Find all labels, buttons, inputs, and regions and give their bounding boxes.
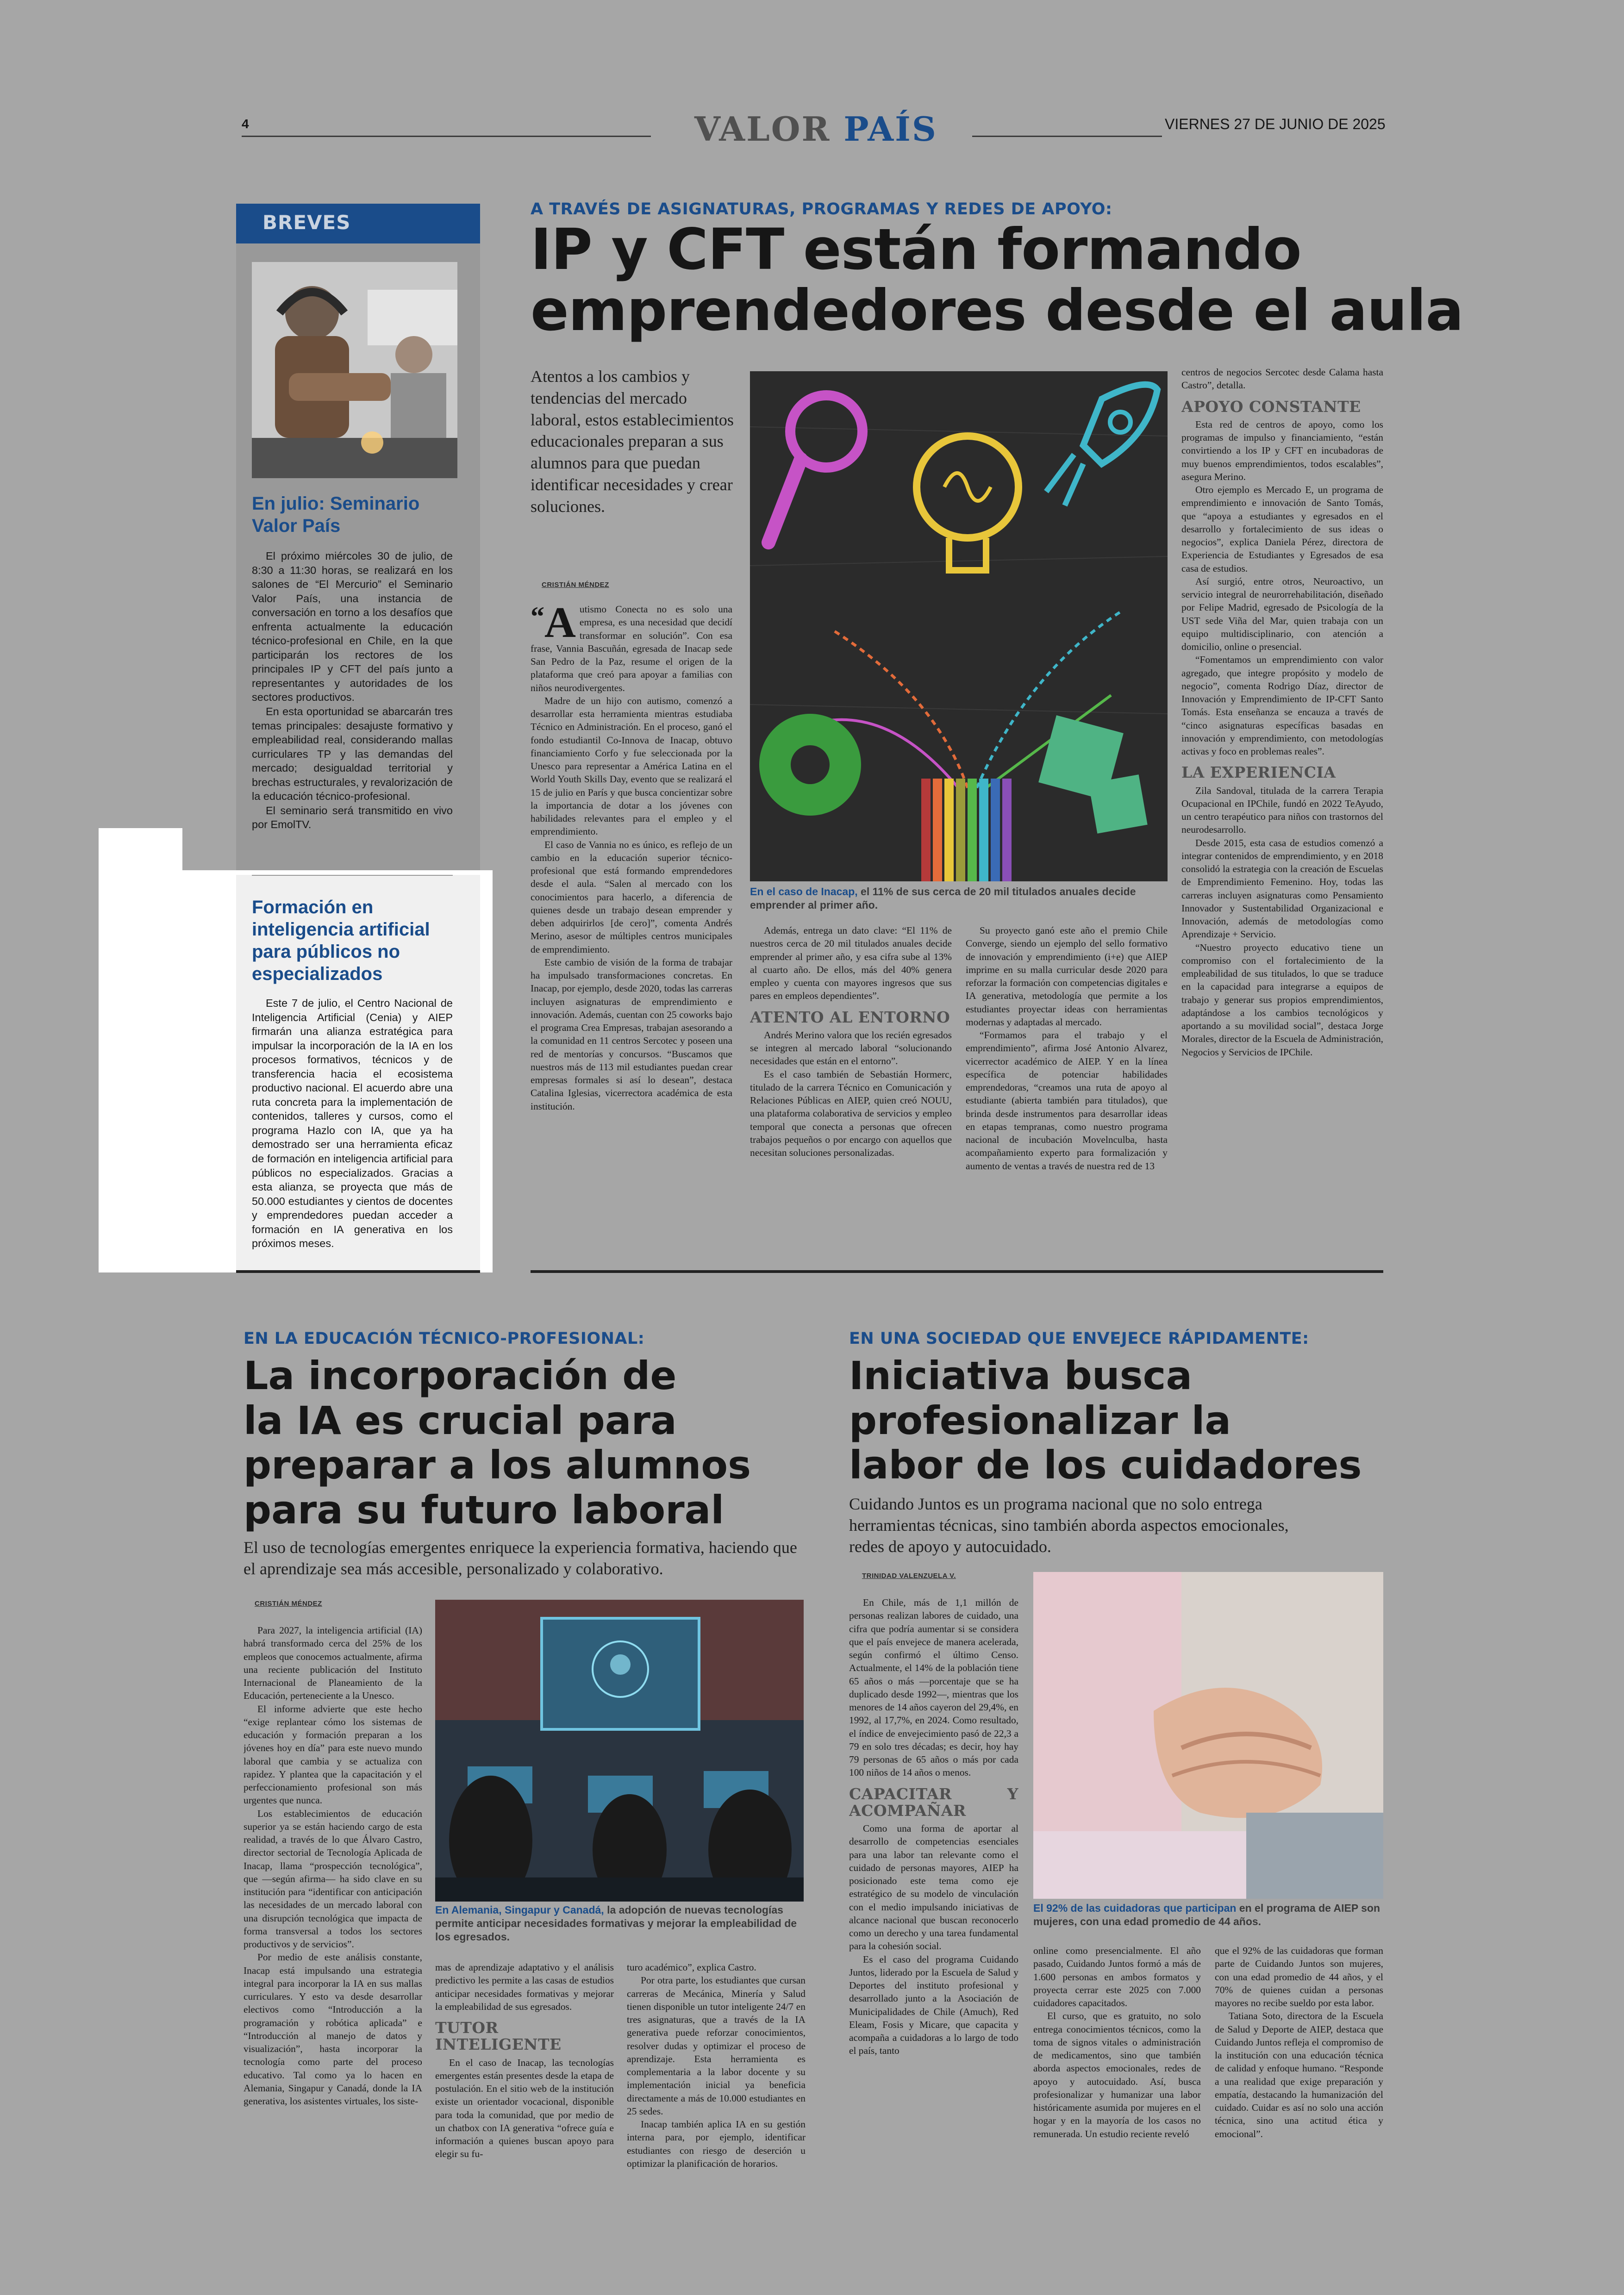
breves-callout-rule [252, 875, 453, 876]
article1-column4 [1181, 366, 1383, 1251]
breves-item2-title: Formación en inteligencia artificial para públicos no especializados [252, 897, 430, 984]
article3-caption-text: en el programa de AIEP son mujeres, con una edad promedio de 44 años. [1033, 1902, 1380, 1927]
article2-deck: El uso de tecnologías emergentes enriquece la experiencia formativa, haciendo que el aprendizaje sea más accesible, personalizado y colaborativo. [244, 1538, 797, 1578]
article1-paragraph: El caso de Vannia no es único, es reflejo de un cambio en la educación superior técnico-profesional que está formando emprendedores desde el aula. “Salen al mercado con los conocimientos para hacerlo, a diferencia de quienes desde un trabajo desean emprender y deben adquirirlos [de cero]”, comenta Andrés Merino, asesor de múltiples centros municipales de emprendimiento. [531, 839, 732, 955]
masthead-rule-right [972, 136, 1162, 137]
article1-column3 [966, 924, 1168, 1251]
article1-caption-text: el 11% de sus cerca de 20 mil titulados anuales decide emprender al primer año. [750, 886, 1136, 911]
article2-paragraph: Por otra parte, los estudiantes que cursan carreras de Mecánica, Minería y Salud tienen disponible un tutor inteligente 24/7 en tres asignaturas, que a través de la IA generativa puede reforzar conocimientos, resolver dudas y optimizar el proceso de aprendizaje. Esta herramienta es complementaria a la labor docente y su implementación inicial ya beneficia directamente a más de 10.000 estudiantes en 25 sedes. [627, 1975, 806, 2117]
article1-paragraph: Desde 2015, esta casa de estudios comenzó a integrar contenidos de emprendimiento, y en 2018 consolidó la estrategia con la creación de Escuelas de Emprendimiento Femenino. Hoy, todas las carreras incluyen asignaturas como Pensamiento Innovador y Sustentabilidad Organizacional e Innovación, además de metodologías como Aprendizaje + Servicio. [1181, 837, 1383, 940]
article1-first-paragraph [531, 603, 732, 694]
breves-callout-white-block [99, 828, 182, 1272]
article3-paragraph: En Chile, más de 1,1 millón de personas realizan labores de cuidado, una cifra que podría aumentar si se considera que el país envejece de manera acelerada, según confirmó el último Censo. Actualmente, el 14% de la población tiene 65 años o más —porcentaje que se ha duplicado desde 1992—, mientras que los menores de 14 años cayeron del 29,4%, en 1992, al 17,7%, en 2024. Como resultado, el índice de envejecimiento pasó de 22,3 a 79 en solo tres décadas; es decir, hoy hay 79 personas de 65 años o más por cada 100 niños de 14 años o menos. [849, 1597, 1018, 1778]
article2-byline: CRISTIÁN MÉNDEZ [255, 1600, 322, 1608]
article2-paragraph: El informe advierte que este hecho “exige replantear cómo los sistemas de educación y formación preparan a los jóvenes hoy en día” para este nuevo mundo laboral que cambia y se actualiza con rapidez. Y plantea que la capacitación y el perfeccionamiento profesional son más urgentes que nunca. [244, 1703, 422, 1806]
breves-item1-body [252, 549, 453, 845]
article2-column3 [627, 1961, 806, 2216]
article3-headline [849, 1353, 1362, 1488]
article1-paragraph: “Formamos para el trabajo y el emprendimiento”, afirma José Antonio Alvarez, vicerrector académico de AIEP. Y en la línea específica de potenciar habilidades emprendedoras, “creamos una ruta de apoyo al estudiante (abierta también para titulados), que brinda desde instrumentos para desarrollar ideas en etapas tempranas, como nuestro programa nacional de incubación Movelnculba, hasta acompañamiento experto para formalización y aumento de ventas a través de nuestra red de 13 [966, 1029, 1168, 1172]
article1-byline: CRISTIÁN MÉNDEZ [542, 581, 609, 589]
article1-column1 [531, 603, 732, 1251]
article1-paragraph: Zila Sandoval, titulada de la carrera Terapia Ocupacional en IPChile, fundó en 2022 TeAyudo, un centro terapéutico para niños con trastornos del neurodesarrollo. [1181, 785, 1383, 836]
article2-paragraph: Los establecimientos de educación superior ya se están haciendo cargo de esta realidad, a través de lo que Álvaro Castro, director sectorial de Tecnología Aplicada de Inacap, llama “prospección tecnológica”, que —según afirma— ha sido clave en su institución para “identificar con anticipación las necesidades de un mercado laboral con una disrupción tecnológica que impacta de forma transversal a todos los sectores productivos y de servicios”. [244, 1808, 422, 1950]
article3-headline-line: profesionalizar la [849, 1397, 1231, 1443]
article2-paragraph: turo académico”, explica Castro. [627, 1962, 756, 1973]
article1-headline-line1: IP y CFT están formando [531, 217, 1301, 282]
article2-headline-line: preparar a los alumnos [244, 1442, 751, 1488]
article2-caption-text: la adopción de nuevas tecnologías permite anticipar necesidades formativas y mejorar la empleabilidad de los egresados. [435, 1904, 797, 1943]
article1-paragraph: Así surgió, entre otros, Neuroactivo, un servicio integral de neurorrehabilitación, diseñado por Felipe Madrid, egresado de Psicología de la UST sede Viña del Mar, quien trabaja con un equipo multidisciplinario, con atención a domicilio, online o presencial. [1181, 575, 1383, 653]
breves-bottom-rule [236, 1270, 480, 1273]
article2-subhead-tutor: TUTOR INTELIGENTE [435, 2019, 562, 2054]
classroom-illustration [435, 1600, 804, 1902]
article2-photo-classroom [435, 1600, 804, 1902]
article1-photo-chalkboard [750, 371, 1168, 881]
article1-subhead-apoyo: APOYO CONSTANTE [1181, 397, 1361, 416]
article2-column2 [435, 1961, 614, 2216]
breves-item1-paragraph: El próximo miércoles 30 de julio, de 8:30 a 11:30 horas, se realizará en los salones de “El Mercurio” el Seminario Valor País, una instancia de conversación en torno a los desafíos que enfrenta actualmente la educación técnico-profesional en Chile, en la que participarán los rectores de los principales IP y CFT del país junto a representantes y autoridades de los sectores productivos. [252, 550, 453, 704]
article3-byline: TRINIDAD VALENZUELA V. [862, 1572, 956, 1580]
article3-kicker: EN UNA SOCIEDAD QUE ENVEJECE RÁPIDAMENTE: [849, 1329, 1309, 1348]
breves-photo-workshop [252, 262, 457, 478]
article3-column1 [849, 1596, 1018, 2216]
article1-first-paragraph-text: utismo Conecta no es solo una empresa, es una necesidad que decidí transformar en solución”. Con esa frase, Vannia Bascuñán, egresada de Inacap sede San Pedro de la Paz, resume el origen de la plataforma que creó para apoyar a familias con niños neurodivergentes. [531, 604, 732, 693]
article1-paragraph: Además, entrega un dato clave: “El 11% de nuestros cerca de 20 mil titulados anuales decide emprender al primer año, y esa cifra sube al 13% al cuarto año. De ellos, más del 40% genera empleo y cuenta con mayores ingresos que sus pares en empleos dependientes”. [750, 925, 952, 1002]
article2-paragraph: Por medio de este análisis constante, Inacap está impulsando una estrategia integral para incorporar la IA en sus mallas curriculares. Y esto va desde desarrollar electivos como “Introducción a la programación y robótica aplicada” e “Introducción al manejo de datos y visualización”, hasta incorporar la tecnología como parte del proceso educativo. Tal como ya lo hacen en Alemania, Singapur y Canadá, donde la IA generativa, los asistentes virtuales, los siste- [244, 1952, 422, 2107]
article2-headline-line: para su futuro laboral [244, 1487, 725, 1533]
article1-paragraph: Este cambio de visión de la forma de trabajar ha impulsado transformaciones concretas. En Inacap, por ejemplo, desde 2020, todas las carreras incluyen asignaturas de emprendimiento e innovación. Además, cuentan con 25 coworks bajo el programa Crea Empresas, trabajan asesorando a la comunidad en 11 centros Sercotec y poseen una red de mentorías y concursos. “Buscamos que nuestros más de 113 mil estudiantes puedan crear empresas formales si así lo desean”, destaca Catalina Iglesias, vicerrectora académica de esta institución. [531, 956, 732, 1112]
article1-lead: Atentos a los cambios y tendencias del mercado laboral, estos establecimientos educacionales preparan a sus alumnos para que puedan identificar necesidades y crear soluciones. [531, 367, 734, 516]
article3-deck: Cuidando Juntos es un programa nacional que no solo entrega herramientas técnicas, sino también aborda aspectos emocionales, redes de apoyo y autocuidado. [849, 1495, 1289, 1556]
article1-dropcap: “A [531, 603, 576, 647]
article3-photo-caption [1033, 1902, 1380, 1928]
masthead-logo-valor: VALOR [694, 109, 831, 149]
article2-photo-caption [435, 1903, 801, 1943]
article1-paragraph: Es el caso también de Sebastián Hormerc, titulado de la carrera Técnico en Comunicación y Relaciones Públicas en AIEP, quien creó NOUU, una plataforma colaborativa de servicios y empleo temporal que conecta a personas que ofrecen trabajos pequeños o por encargo con aquellos que necesitan soluciones personalizadas. [750, 1068, 952, 1159]
article2-paragraph: En el caso de Inacap, las tecnologías emergentes están presentes desde la etapa de postulación. En el sitio web de la institución existe un orientador vocacional, disponible para toda la comunidad, que por medio de un chatbox con IA generativa “ofrece guía e información a quienes buscan apoyo para elegir su fu- [435, 2057, 614, 2160]
hands-illustration [1033, 1572, 1383, 1899]
article1-kicker: A TRAVÉS DE ASIGNATURAS, PROGRAMAS Y REDES DE APOYO: [531, 200, 1112, 218]
article1-paragraph: Andrés Merino valora que los recién egresados se integren al mercado laboral “solucionando necesidades que están en el entorno”. [750, 1029, 952, 1067]
masthead-rule-left [242, 136, 651, 137]
article2-headline-line: la IA es crucial para [244, 1397, 677, 1443]
article2-caption-bold: En Alemania, Singapur y Canadá, [435, 1904, 604, 1916]
article1-paragraph: Su proyecto ganó este año el premio Chile Converge, siendo un ejemplo del sello formativo de innovación y emprendimiento (i+e) que AIEP imprime en su malla curricular desde 2020 para reforzar la formación con competencias digitales e IA generativa, metodología que permite a los estudiantes proyectar ideas con herramientas modernas y adaptadas al mercado. [966, 925, 1168, 1028]
article1-paragraph: “Nuestro proyecto educativo tiene un compromiso con el fortalecimiento de la empleabilidad de sus titulados, lo que se traduce en la capacidad para integrarse a equipos de trabajo y generar sus propios emprendimientos, adaptándose a los cambios tecnológicos y aportando a su movilidad social”, destaca Jorge Morales, director de la Escuela de Administración, Negocios y Servicios de IPChile. [1181, 942, 1383, 1058]
article2-column1 [244, 1624, 422, 2216]
article2-paragraph: mas de aprendizaje adaptativo y el análisis predictivo les permite a las casas de estudios anticipar necesidades formativas y mejorar la empleabilidad de sus egresados. [435, 1962, 614, 2012]
article3-photo-hands [1033, 1572, 1383, 1899]
article3-paragraph: Como una forma de aportar al desarrollo de competencias esenciales para una labor tan relevante como el cuidado de personas mayores, AIEP ha posicionado este tema como eje estratégico de su modelo de vinculación con el medio impulsando iniciativas de alcance nacional que buscan reconocerlo como un derecho y una tarea fundamental para la cohesión social. [849, 1823, 1018, 1952]
article1-subhead-experiencia: LA EXPERIENCIA [1181, 763, 1336, 782]
article2-paragraph: Inacap también aplica IA en su gestión interna para, por ejemplo, identificar estudiantes con riesgo de deserción u optimizar la planificación de horarios. [627, 2119, 806, 2169]
breves-item1-title: En julio: Seminario Valor País [252, 493, 420, 536]
article1-headline [531, 219, 1463, 342]
article1-bottom-rule [531, 1270, 1383, 1273]
article3-headline-line: labor de los cuidadores [849, 1442, 1362, 1488]
masthead-logo-pais: PAÍS [843, 109, 937, 149]
article1-paragraph: centros de negocios Sercotec desde Calama hasta Castro”, detalla. [1181, 367, 1383, 391]
article2-paragraph: Para 2027, la inteligencia artificial (IA) habrá transformado cerca del 25% de los empleos que conocemos actualmente, afirma una reciente publicación del Instituto Internacional de Planeamiento de la Educación, perteneciente a la Unesco. [244, 1625, 422, 1702]
article3-subhead-capacitar: CAPACITAR Y ACOMPAÑAR [849, 1784, 1018, 1820]
article1-photo-caption [750, 885, 1167, 912]
article1-paragraph: Otro ejemplo es Mercado E, un programa de emprendimiento e innovación de Santo Tomás, que “apoya a estudiantes y egresados en el desarrollo y fortalecimiento de sus ideas o negocios”, explica Daniela Pérez, directora de Experiencia de Estudiantes y Egresados de esa casa de estudios. [1181, 484, 1383, 574]
article1-headline-line2: emprendedores desde el aula [531, 277, 1463, 343]
breves-item2-paragraph: Este 7 de julio, el Centro Nacional de Inteligencia Artificial (Cenia) y AIEP firmarán una alianza estratégica para impulsar la incorporación de la IA en los procesos formativos, técnicos y de transferencia hacia el ecosistema productivo nacional. El acuerdo abre una ruta concreta para la implementación de contenidos, talleres y cursos, como el programa Hazlo con IA, que ya ha demostrado ser una herramienta eficaz de formación en inteligencia artificial para públicos no especializados. Gracias a esta alianza, se proyecta que más de 50.000 estudiantes y cientos de docentes y emprendedores puedan acceder a formación en IA generativa en los próximos meses. [252, 997, 453, 1250]
article1-paragraph: Esta red de centros de apoyo, como los programas de impulso y financiamiento, “están convirtiendo a los IP y CFT en incubadoras de muy buenos emprendimientos, todos escalables”, asegura Merino. [1181, 418, 1383, 482]
article3-caption-bold: El 92% de las cuidadoras que participan [1033, 1902, 1237, 1914]
article3-column3 [1215, 1944, 1383, 2216]
masthead-logo [694, 109, 937, 149]
article3-paragraph: El curso, que es gratuito, no solo entrega conocimientos técnicos, como la toma de signos vitales o administración de medicamentos, sino que también aborda aspectos emocionales, redes de apoyo y autocuidado. Así, busca profesionalizar y humanizar una labor históricamente asumida por mujeres en el hogar y en la mayoría de los casos no remunerada. Un estudio reciente reveló [1033, 2010, 1201, 2139]
article1-caption-bold: En el caso de Inacap, [750, 886, 858, 898]
article2-headline-line: La incorporación de [244, 1353, 677, 1398]
article3-paragraph: online como presencialmente. El año pasado, Cuidando Juntos formó a más de 1.600 personas en ambos formatos y proyecta cerrar este 2025 con 7.000 cuidadores capacitados. [1033, 1945, 1201, 2008]
breves-item2-body [252, 996, 453, 1265]
breves-header-label: BREVES [262, 211, 351, 234]
page-date: VIERNES 27 DE JUNIO DE 2025 [1165, 116, 1386, 132]
article3-paragraph: Tatiana Soto, directora de la Escuela de Salud y Deporte de AIEP, destaca que Cuidando Juntos refleja el compromiso de la institución con una educación técnica de calidad y enfoque humano. “Responde a una realidad que exige preparación y empatía, destacando la humanización del cuidado. Cuidar es así no solo una acción técnica, sino una actitud ética y emocional”. [1215, 2010, 1383, 2139]
article3-column2 [1033, 1944, 1201, 2216]
article2-headline [244, 1353, 751, 1532]
article3-headline-line: Iniciativa busca [849, 1353, 1193, 1398]
article3-paragraph: Es el caso del programa Cuidando Juntos, liderado por la Escuela de Salud y Deportes del instituto profesional y desarrollado junto a la Asociación de Municipalidades de Chile (Amuch), Red Eleam, Fosis y Micare, que capacita y acompaña a cuidadoras a lo largo de todo el país, tanto [849, 1953, 1018, 2057]
article1-paragraph: Madre de un hijo con autismo, comenzó a desarrollar esta herramienta mientras estudiaba Técnico en Administración. En el proceso, ganó el fondo estudiantil Co-Innova de Inacap, obtuvo financiamiento Corfo y fue seleccionada por la Unesco para representar a América Latina en el World Youth Skills Day, evento que se realizará el 15 de julio en París y que busca concientizar sobre la importancia de dotar a los jóvenes con habilidades relevantes para el empleo y el emprendimiento. [531, 695, 732, 837]
breves-item1-paragraph: El seminario será transmitido en vivo por EmolTV. [252, 804, 453, 831]
page-number: 4 [242, 117, 249, 131]
article1-column2 [750, 924, 952, 1251]
workshop-illustration [252, 262, 457, 478]
article2-kicker: EN LA EDUCACIÓN TÉCNICO-PROFESIONAL: [244, 1329, 645, 1348]
article3-paragraph: que el 92% de las cuidadoras que forman parte de Cuidando Juntos son mujeres, con una edad promedio de 44 años, y el 70% de quienes cuidan a personas mayores no recibe sueldo por esta labor. [1215, 1945, 1383, 2008]
article1-paragraph: “Fomentamos un emprendimiento con valor agregado, que integre propósito y modelo de negocio”, comenta Rodrigo Díaz, director de Innovación y Emprendimiento de IP-CFT Santo Tomás. Esta enseñanza se encauza a través de “cinco asignaturas específicas basadas en innovación y emprendimiento, con metodologías activas y foco en problemas reales”. [1181, 654, 1383, 757]
article1-subhead-atento: ATENTO AL ENTORNO [750, 1008, 950, 1026]
chalkboard-illustration [750, 371, 1168, 881]
breves-item1-paragraph: En esta oportunidad se abarcarán tres temas principales: desajuste formativo y empleabilidad real, considerando mallas curriculares TP y las demandas del mercado; desigualdad territorial y brechas estructurales, y revalorización de la educación técnico-profesional. [252, 705, 453, 803]
